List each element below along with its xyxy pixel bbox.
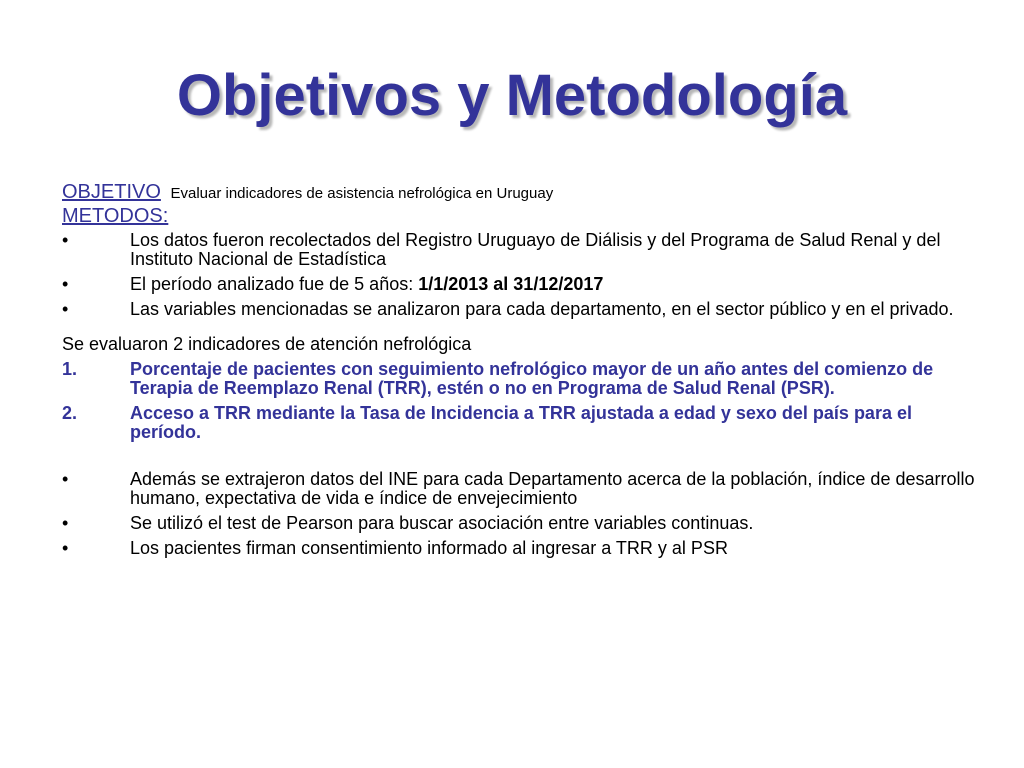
metodos-line (62, 205, 982, 227)
period-lead: El período analizado fue de 5 años: (130, 274, 419, 294)
list-item-text: Los pacientes firman consentimiento informado al ingresar a TRR y al PSR (130, 538, 728, 558)
bullet-marker: • (62, 469, 69, 489)
list-item (62, 539, 982, 558)
bullet-marker: • (62, 538, 69, 558)
bullet-marker: • (62, 299, 69, 319)
indicator-item (62, 404, 982, 442)
list-item-text: Además se extrajeron datos del INE para cada Departamento acerca de la población, índice de desarrollo humano, expectativa de vida e índice de envejecimiento (130, 469, 975, 508)
list-item (62, 470, 982, 508)
list-item (62, 300, 982, 319)
slide-content (62, 181, 982, 558)
list-item (62, 514, 982, 533)
number-marker: 2. (62, 403, 78, 423)
period-dates: 1/1/2013 al 31/12/2017 (418, 274, 604, 294)
metodos-label: METODOS: (62, 205, 169, 227)
bullet-marker: • (62, 230, 69, 250)
number-marker: 1. (62, 359, 78, 379)
list-item (62, 231, 982, 269)
indicator-item (62, 360, 982, 398)
list-item-text: Se utilizó el test de Pearson para buscar asociación entre variables continuas. (130, 513, 754, 533)
objetivo-text: Evaluar indicadores de asistencia nefrológica en Uruguay (170, 185, 554, 202)
list-item-text: Los datos fueron recolectados del Registro Uruguayo de Diálisis y del Programa de Salud Renal y del Instituto Nacional de Estadística (130, 230, 941, 269)
bullet-marker: • (62, 513, 69, 533)
objetivo-line (62, 181, 982, 205)
indicator-text: Porcentaje de pacientes con seguimiento nefrológico mayor de un año antes del comienzo de Terapia de Reemplazo Renal (TRR), estén o no en Programa de Salud Renal (PSR). (130, 359, 934, 398)
list-item (62, 275, 982, 294)
objetivo-label: OBJETIVO (62, 181, 161, 203)
indicator-text: Acceso a TRR mediante la Tasa de Incidencia a TRR ajustada a edad y sexo del país para el período. (130, 403, 912, 442)
slide-title: Objetivos y Metodología (176, 63, 848, 128)
list-item-text: Las variables mencionadas se analizaron para cada departamento, en el sector público y en el privado. (130, 299, 954, 319)
indicadores-intro: Se evaluaron 2 indicadores de atención nefrológica (62, 334, 472, 354)
bullet-marker: • (62, 274, 69, 294)
list-item-text (130, 275, 982, 294)
spacer (62, 442, 982, 464)
